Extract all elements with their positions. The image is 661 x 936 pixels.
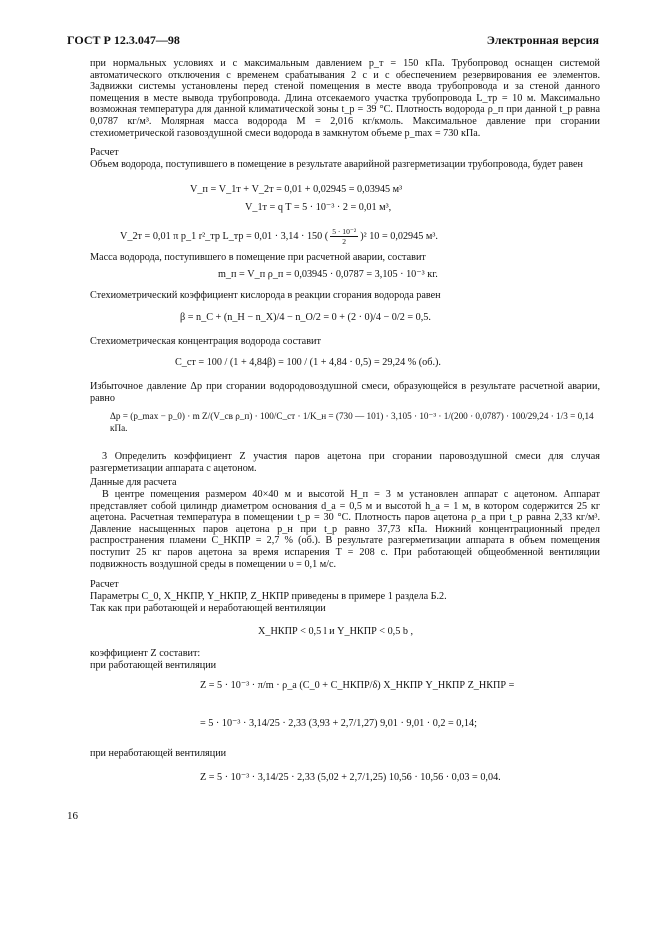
equation-volume-2 <box>120 227 438 246</box>
equation-mass: m_п = V_п ρ_п = 0,03945 · 0,0787 = 3,105 · 10⁻³ кг. <box>218 269 438 280</box>
task-3: 3 Определить коэффициент Z участия паров ацетона при сгорании паровоздушной смеси для случая разгерметизации аппарата с ацетоном. <box>90 451 600 474</box>
edition-label: Электронная версия <box>486 33 599 47</box>
mass-intro: Масса водорода, поступившего в помещение при расчетной аварии, составит <box>90 252 426 263</box>
equation-volume-total: V_п = V_1т + V_2т = 0,01 + 0,02945 = 0,03945 м³ <box>190 184 403 195</box>
pressure-intro: Избыточное давление Δp при сгорании водородовоздушной смеси, образующейся в результате расчетной аварии, равно <box>90 381 600 404</box>
bracket-close: )² <box>360 230 367 242</box>
data-heading: Данные для расчета <box>90 477 177 488</box>
equation-stoich-conc: C_ст = 100 / (1 + 4,84β) = 100 / (1 + 4,84 · 0,5) = 29,24 % (об.). <box>175 357 441 368</box>
fraction <box>330 227 358 246</box>
fraction-denominator: 2 <box>342 237 347 246</box>
equation-volume-2-right: 10 = 0,02945 м³. <box>369 230 438 242</box>
equation-volume-2-left: V_2т = 0,01 π p_1 r²_тр L_тр = 0,01 · 3,14 · 150 <box>120 230 323 242</box>
stoich-intro: Стехиометрическая концентрация водорода составит <box>90 336 321 347</box>
parameters-line: Параметры C_0, X_НКПР, Y_НКПР, Z_НКПР приведены в примере 1 раздела Б.2. <box>90 591 447 602</box>
equation-z-working: Z = 5 · 10⁻³ · π/m · ρ_а (C_0 + C_НКПР/δ) X_НКПР Y_НКПР Z_НКПР = <box>200 680 515 691</box>
fraction-numerator: 5 · 10⁻² <box>332 227 357 236</box>
equation-beta: β = n_С + (n_Н − n_Х)/4 − n_О/2 = 0 + (2 · 0)/4 − 0/2 = 0,5. <box>180 312 431 323</box>
beta-intro: Стехиометрический коэффициент кислорода в реакции сгорания водорода равен <box>90 290 441 301</box>
equation-condition: X_НКПР < 0,5 l и Y_НКПР < 0,5 b , <box>258 626 414 637</box>
bracket-open: ( <box>324 230 329 242</box>
equation-z-off: Z = 5 · 10⁻³ · 3,14/25 · 2,33 (5,02 + 2,7/1,25) 10,56 · 10,56 · 0,03 = 0,04. <box>200 772 501 783</box>
ventilation-off-label: при неработающей вентиляции <box>90 748 227 759</box>
equation-volume-1: V_1т = q T = 5 · 10⁻³ · 2 = 0,01 м³, <box>245 202 392 213</box>
ventilation-line: Так как при работающей и неработающей вентиляции <box>90 603 326 614</box>
volume-intro: Объем водорода, поступившего в помещение в результате аварийной разгерметизации трубопровода, будет равен <box>90 159 583 170</box>
ventilation-on-label: при работающей вентиляции <box>90 660 217 671</box>
document-code: ГОСТ Р 12.3.047—98 <box>67 33 180 47</box>
equation-pressure: Δp = (p_max − p_0) · m Z/(V_св ρ_п) · 100/C_ст · 1/K_н = (730 — 101) · 3,105 · 10⁻³ · 1/(200 · 0,0787) · 100/29,24 · 1/3 = 0,14 кПа. <box>110 411 594 433</box>
coefficient-line: коэффициент Z составит: <box>90 648 201 659</box>
paragraph-apparatus: В центре помещения размером 40×40 м и высотой H_п = 3 м установлен аппарат с ацетоном. Аппарат представляет собой цилиндр диаметром основания d_а = 0,5 м и высотой h_а = 1 м, в котором содержится 25 кг ацетона. Расчетная температура в помещении t_р = 30 °С. Плотность паров ацетона ρ_а при t_р равна 2,33 кг/м³. Давление насыщенных паров ацетона p_н при t_р равно 37,73 кПа. Нижний концентрационный предел распространения пламени C_НКПР = 2,7 % (об.). В результате разгерметизации аппарата в объем помещения поступит 25 кг паров ацетона за время испарения T = 208 с. При работающей общеобменной вентиляции подвижность воздушной среды в помещении υ = 0,1 м/с. <box>90 489 601 570</box>
equation-z-working-result: = 5 · 10⁻³ · 3,14/25 · 2,33 (3,93 + 2,7/1,27) 9,01 · 9,01 · 0,2 = 0,14; <box>200 718 477 729</box>
calc-heading: Расчет <box>90 147 119 158</box>
paragraph-conditions: при нормальных условиях и с максимальным давлением p_т = 150 кПа. Трубопровод оснащен системой автоматического отключения с временем срабатывания 2 с и с обеспечением резервирования ее элементов. Задвижки системы установлены перед стеной помещения в месте ввода трубопровода и за стеной данного помещения в месте вывода трубопровода. Длина отсекаемого участка трубопровода L_тр = 10 м. Максимально возможная температура для данной климатической зоны t_р = 39 °С. Плотность водорода ρ_п при данной t_р равна 0,0787 кг/м³. Молярная масса водорода M = 2,016 кг/кмоль. Максимальное давление при сгорании стехиометрической газовоздушной смеси водорода в замкнутом объеме p_max = 730 кПа. <box>90 58 600 139</box>
calc-heading-2: Расчет <box>90 579 119 590</box>
page-number: 16 <box>67 810 78 822</box>
